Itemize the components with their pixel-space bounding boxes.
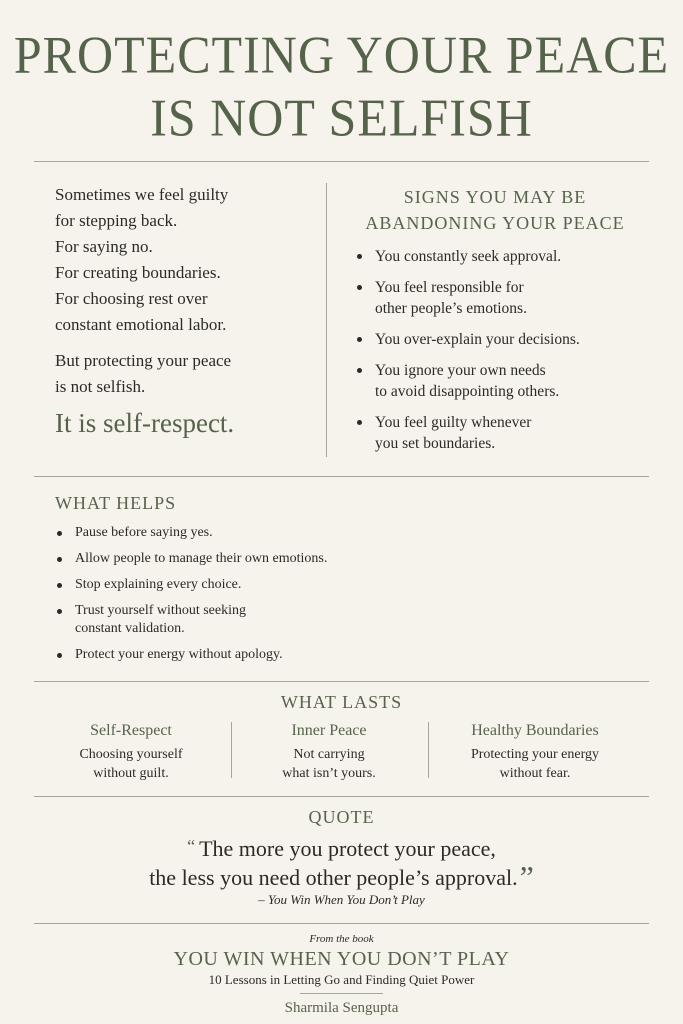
divider [34, 476, 649, 477]
intro-line: Sometimes we feel guilty [55, 185, 229, 204]
lasts-column-self-respect [33, 720, 229, 783]
intro-line: For saying no. [55, 237, 153, 256]
author-name: Sharmila Sengupta [284, 1000, 399, 1016]
lasts-heading: WHAT LASTS [280, 692, 403, 712]
divider [34, 681, 649, 682]
quote-line-text: the less you need other people’s approval. [149, 865, 518, 890]
list-item [345, 329, 645, 350]
list-item [55, 646, 645, 664]
title-line-1: PROTECTING YOUR PEACE [13, 25, 670, 84]
list-item-text: You constantly seek approval. [375, 248, 562, 265]
list-item [55, 602, 645, 638]
list-item [345, 360, 645, 402]
list-item-text: You feel responsible for [375, 279, 524, 296]
divider [34, 796, 649, 797]
from-the-book: From the book [309, 933, 374, 945]
list-item-text-cont: constant validation. [75, 621, 185, 636]
author-divider [300, 993, 383, 994]
list-item-text: Allow people to manage their own emotions. [75, 551, 328, 566]
quote-attribution: – You Win When You Don’t Play [258, 892, 425, 907]
lasts-column-desc-line: Protecting your energy [470, 747, 600, 762]
quote-line-1 [0, 832, 683, 863]
intro-but-line: is not selfish. [55, 377, 146, 396]
list-item-text: Protect your energy without apology. [75, 647, 283, 662]
lasts-column-healthy-boundaries [437, 720, 633, 783]
list-item-text: Stop explaining every choice. [75, 577, 242, 592]
list-item [55, 550, 645, 568]
divider-top [34, 161, 649, 162]
book-title: YOU WIN WHEN YOU DON’T PLAY [173, 948, 510, 970]
list-item-text: Trust yourself without seeking [75, 603, 246, 618]
helps-list [55, 524, 645, 664]
intro-section [55, 182, 315, 440]
quote-line-2 [0, 859, 683, 895]
list-item-text-cont: other people’s emotions. [375, 300, 527, 317]
intro-line: For creating boundaries. [55, 263, 221, 282]
signs-heading [345, 184, 645, 236]
quote-text [0, 832, 683, 895]
open-quote-icon: “ [187, 836, 196, 856]
signs-heading-line-1: SIGNS YOU MAY BE [403, 187, 587, 207]
list-item-text: You over-explain your decisions. [375, 331, 580, 348]
spacer [55, 338, 315, 348]
list-item [55, 524, 645, 542]
signs-heading-line-2: ABANDONING YOUR PEACE [365, 213, 625, 233]
title-line-2: IS NOT SELFISH [150, 88, 533, 147]
page-title [0, 23, 683, 149]
close-quote-icon: ” [519, 859, 534, 895]
helps-heading: WHAT HELPS [55, 493, 177, 513]
signs-list [345, 246, 645, 454]
lasts-column-title: Self-Respect [90, 722, 172, 739]
list-item-text: You ignore your own needs [375, 362, 546, 379]
helps-section [55, 490, 645, 672]
list-item-text-cont: you set boundaries. [375, 435, 496, 452]
lasts-column-desc-line: without fear. [499, 766, 571, 781]
lasts-column-desc [231, 745, 427, 783]
quote-heading: QUOTE [308, 807, 375, 827]
lasts-column-inner-peace [231, 720, 427, 783]
book-subtitle: 10 Lessons in Letting Go and Finding Quiet Power [208, 972, 475, 987]
list-item-text: Pause before saying yes. [75, 525, 213, 540]
quote-line-text: The more you protect your peace, [199, 836, 496, 861]
lasts-column-desc-line: what isn’t yours. [282, 766, 376, 781]
list-item [345, 246, 645, 267]
lasts-column-desc [437, 745, 633, 783]
intro-line: constant emotional labor. [55, 315, 227, 334]
signs-section [345, 184, 645, 464]
lasts-column-desc [33, 745, 229, 783]
intro-emphasis: It is self-respect. [55, 408, 235, 438]
intro-but-line: But protecting your peace [55, 351, 232, 370]
lasts-column-title: Healthy Boundaries [471, 722, 599, 739]
column-divider [428, 722, 429, 778]
list-item-text-cont: to avoid disappointing others. [375, 383, 560, 400]
lasts-column-desc-line: Choosing yourself [79, 747, 183, 762]
list-item [345, 412, 645, 454]
list-item [345, 277, 645, 319]
lasts-column-desc-line: without guilt. [93, 766, 169, 781]
column-divider [326, 183, 327, 457]
lasts-column-title: Inner Peace [291, 722, 367, 739]
list-item [55, 576, 645, 594]
intro-line: For choosing rest over [55, 289, 208, 308]
list-item-text: You feel guilty whenever [375, 414, 532, 431]
divider [34, 923, 649, 924]
lasts-column-desc-line: Not carrying [293, 747, 365, 762]
intro-line: for stepping back. [55, 211, 178, 230]
